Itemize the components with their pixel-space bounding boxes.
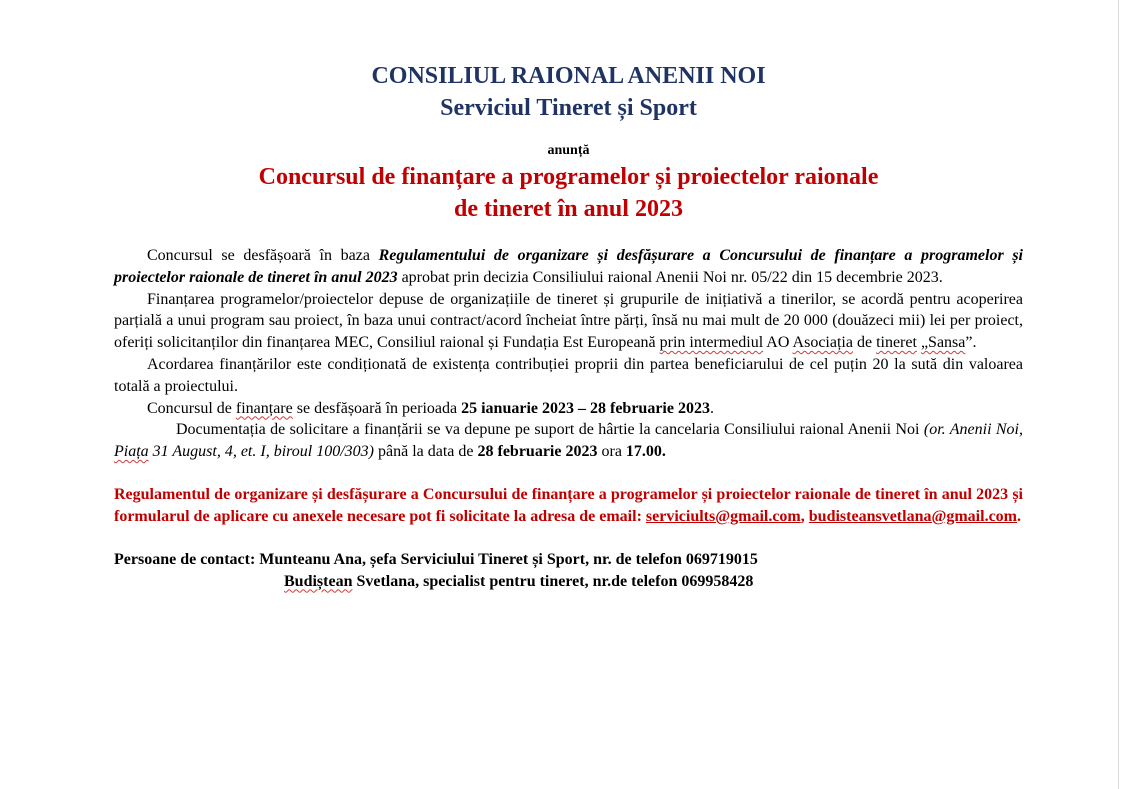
paragraph-period: [114, 398, 1023, 420]
deadline-time: 17.00.: [625, 443, 666, 461]
paragraph-submission: [114, 419, 1023, 463]
p2-spell-1: prin intermediul: [659, 334, 764, 352]
paragraph-contribution: Acordarea finanțărilor este condiționată de existența contribuției proprii din partea beneficiarului de cel puțin 20 la sută din valoarea totală a proiectului.: [114, 355, 1023, 395]
contact-2-rest: Svetlana, specialist pentru tineret, nr.de telefon 069958428: [352, 572, 754, 590]
contest-title: [114, 161, 1023, 225]
notice-text: Regulamentul de organizare și desfășurare a Concursului de finanțare a programelor și proiectelor raionale de tineret în anul 2023 și formularul de aplicare cu anexele necesare pot fi solicitate la adresa de email:: [114, 485, 1023, 525]
department-name: Serviciul Tineret și Sport: [440, 95, 697, 121]
address-part-1: (or. Anenii Noi,: [923, 421, 1024, 439]
email-separator: ,: [800, 507, 809, 525]
p4-spell-1: finanțare: [235, 399, 293, 417]
p2-text-b: AO: [763, 334, 793, 352]
document-page: [114, 60, 1023, 593]
p1-text-c: aprobat prin decizia Consiliului raional Anenii Noi nr. 05/22 din 15 decembrie 2023.: [397, 268, 943, 286]
paragraph-financing: [114, 289, 1023, 354]
regulation-notice: [114, 484, 1023, 528]
p2-spell-4: „Sansa: [920, 334, 966, 352]
contact-persons: [114, 549, 1023, 593]
deadline-date: 28 februarie 2023: [477, 443, 598, 461]
p2-spell-2: Asociația: [792, 334, 853, 352]
p2-text-c: de: [852, 334, 877, 352]
p4-text-a: Concursul de: [147, 399, 236, 417]
p5-text-c: ora: [597, 443, 626, 461]
organization-name: CONSILIUL RAIONAL ANENII NOI: [371, 63, 766, 89]
contact-line-1: Persoane de contact: Munteanu Ana, șefa Serviciului Tineret și Sport, nr. de telefon 069719015: [114, 550, 758, 568]
p2-text-e: ”.: [965, 334, 977, 352]
email-link-2[interactable]: budisteansvetlana@gmail.com: [808, 507, 1017, 525]
p2-text-a: Finanțarea programelor/proiectelor depuse de organizațiile de tineret și grupurile de inițiativă a tinerilor, se acordă pentru acoperirea parțială a unui program sau proiect, în baza unui contract/acord încheiat între părți, însă nu mai mult de 20 000 (douăzeci mii) lei per proiect, oferiți solicitanților din finanțarea MEC, Consiliul raional și Fundația Est Europeană: [114, 290, 1023, 352]
announcement-body: [114, 245, 1023, 463]
p5-text-b: până la data de: [374, 443, 478, 461]
p5-text-a: Documentația de solicitare a finanțării se va depune pe suport de hârtie la cancelaria Consiliului raional Anenii Noi: [176, 421, 924, 439]
contest-title-line1: Concursul de finanțare a programelor și proiectelor raionale: [258, 164, 879, 190]
contact-2-surname: Budiștean: [284, 572, 353, 590]
p4-text-c: .: [709, 399, 714, 417]
announce-label: anunță: [547, 143, 590, 158]
notice-end: .: [1017, 507, 1021, 525]
contest-period: 25 ianuarie 2023 – 28 februarie 2023: [461, 399, 710, 417]
contact-line-2: [114, 571, 1023, 593]
paragraph-legal-basis: [114, 245, 1023, 289]
page-edge-line: [1118, 0, 1119, 789]
p4-text-b: se desfășoară în perioada: [292, 399, 462, 417]
contest-title-line2: de tineret în anul 2023: [454, 196, 683, 222]
p1-text-a: Concursul se desfășoară în baza: [147, 247, 379, 264]
regulation-title: Regulamentului de organizare și desfășurare a Concursului de finanțare a programelor și proiectelor raionale de tineret în anul 2023: [114, 247, 1023, 286]
p2-spell-3: tineret: [876, 334, 917, 352]
email-link-1[interactable]: serviciults@gmail.com: [645, 507, 801, 525]
address-spell-1: Piața: [114, 443, 149, 461]
address-part-2: 31 August, 4, et. I, biroul 100/303): [148, 443, 374, 461]
